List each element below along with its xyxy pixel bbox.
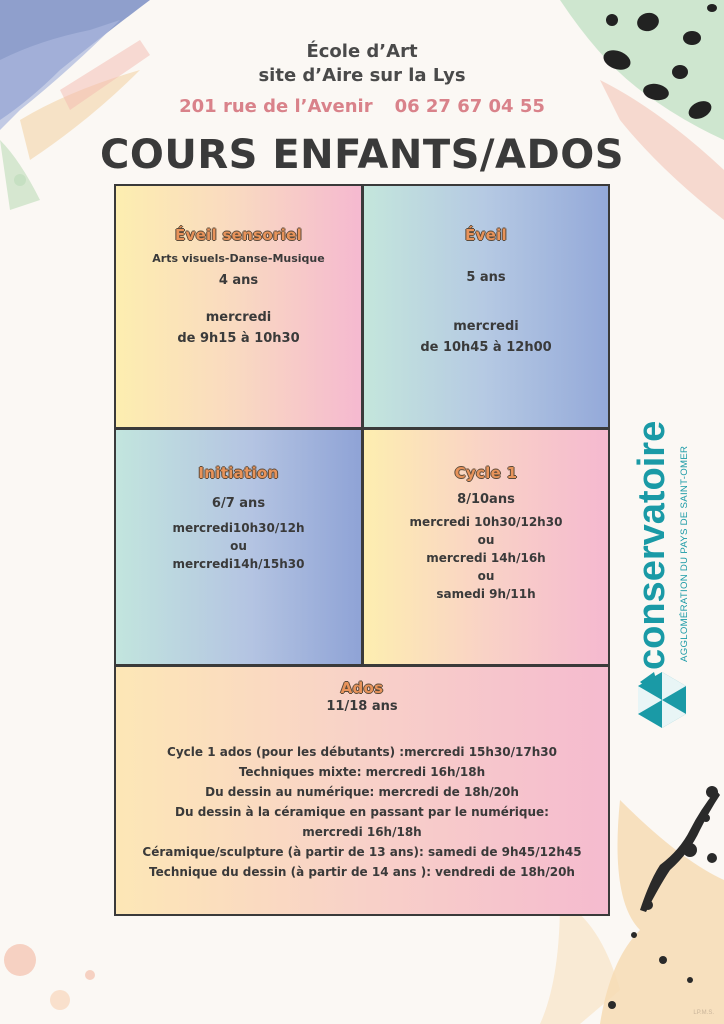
course-title: Éveil sensoriel <box>174 226 303 244</box>
list-item: Technique du dessin (à partir de 14 ans ): vendredi de 18h/20h <box>149 865 575 879</box>
course-eveil <box>362 184 610 429</box>
list-item: Du dessin au numérique: mercredi de 18h/20h <box>205 785 519 799</box>
list-item: Du dessin à la céramique en passant par le numérique: <box>175 805 549 819</box>
course-slot-3: samedi 9h/11h <box>436 587 536 601</box>
course-subtitle: Arts visuels-Danse-Musique <box>152 252 325 265</box>
course-title: Ados <box>340 679 384 697</box>
list-item: mercredi 16h/18h <box>302 825 422 839</box>
ados-course-list <box>116 742 608 882</box>
school-line-2: site d’Aire sur la Lys <box>258 65 466 86</box>
logo-tagline: AGGLOMÉRATION DU PAYS DE SAINT-OMER <box>679 445 690 662</box>
course-slot-1: mercredi10h30/12h <box>172 521 305 535</box>
phone-number: 06 27 67 04 55 <box>394 96 545 117</box>
list-item: Céramique/sculpture (à partir de 13 ans): samedi de 9h45/12h45 <box>142 845 582 859</box>
course-day: mercredi <box>453 319 519 334</box>
course-day: mercredi <box>205 310 272 325</box>
course-age: 6/7 ans <box>211 496 266 511</box>
list-item: Techniques mixte: mercredi 16h/18h <box>238 765 486 779</box>
course-or-1: ou <box>477 533 495 547</box>
course-eveil-sensoriel <box>114 184 363 429</box>
course-age: 11/18 ans <box>326 699 398 714</box>
course-or-2: ou <box>477 569 495 583</box>
school-name <box>0 40 724 88</box>
course-title: Cycle 1 <box>454 464 518 482</box>
course-slot-2: mercredi14h/15h30 <box>172 557 305 571</box>
list-item: Cycle 1 ados (pour les débutants) :mercredi 15h30/17h30 <box>167 745 557 759</box>
school-line-1: École d’Art <box>306 41 418 62</box>
course-initiation <box>114 428 363 666</box>
course-age: 4 ans <box>218 273 259 288</box>
course-or: ou <box>230 539 247 553</box>
logo-symbol-icon <box>638 672 686 728</box>
conservatoire-logo <box>630 370 694 730</box>
course-title: Éveil <box>465 226 507 244</box>
credit: LP.M.S. <box>693 1010 714 1016</box>
page-title: COURS ENFANTS/ADOS <box>99 132 625 178</box>
course-cycle-1 <box>362 428 610 666</box>
course-slot-1: mercredi 10h30/12h30 <box>409 515 563 529</box>
course-age: 5 ans <box>466 270 506 285</box>
contact-line <box>0 96 724 117</box>
address: 201 rue de l’Avenir <box>179 96 373 117</box>
course-time: de 9h15 à 10h30 <box>177 331 300 346</box>
course-time: de 10h45 à 12h00 <box>420 340 552 355</box>
logo-name: conservatoire <box>631 420 673 670</box>
course-age: 8/10ans <box>457 492 515 507</box>
course-ados <box>114 665 610 916</box>
course-slot-2: mercredi 14h/16h <box>426 551 546 565</box>
course-title: Initiation <box>198 464 279 482</box>
